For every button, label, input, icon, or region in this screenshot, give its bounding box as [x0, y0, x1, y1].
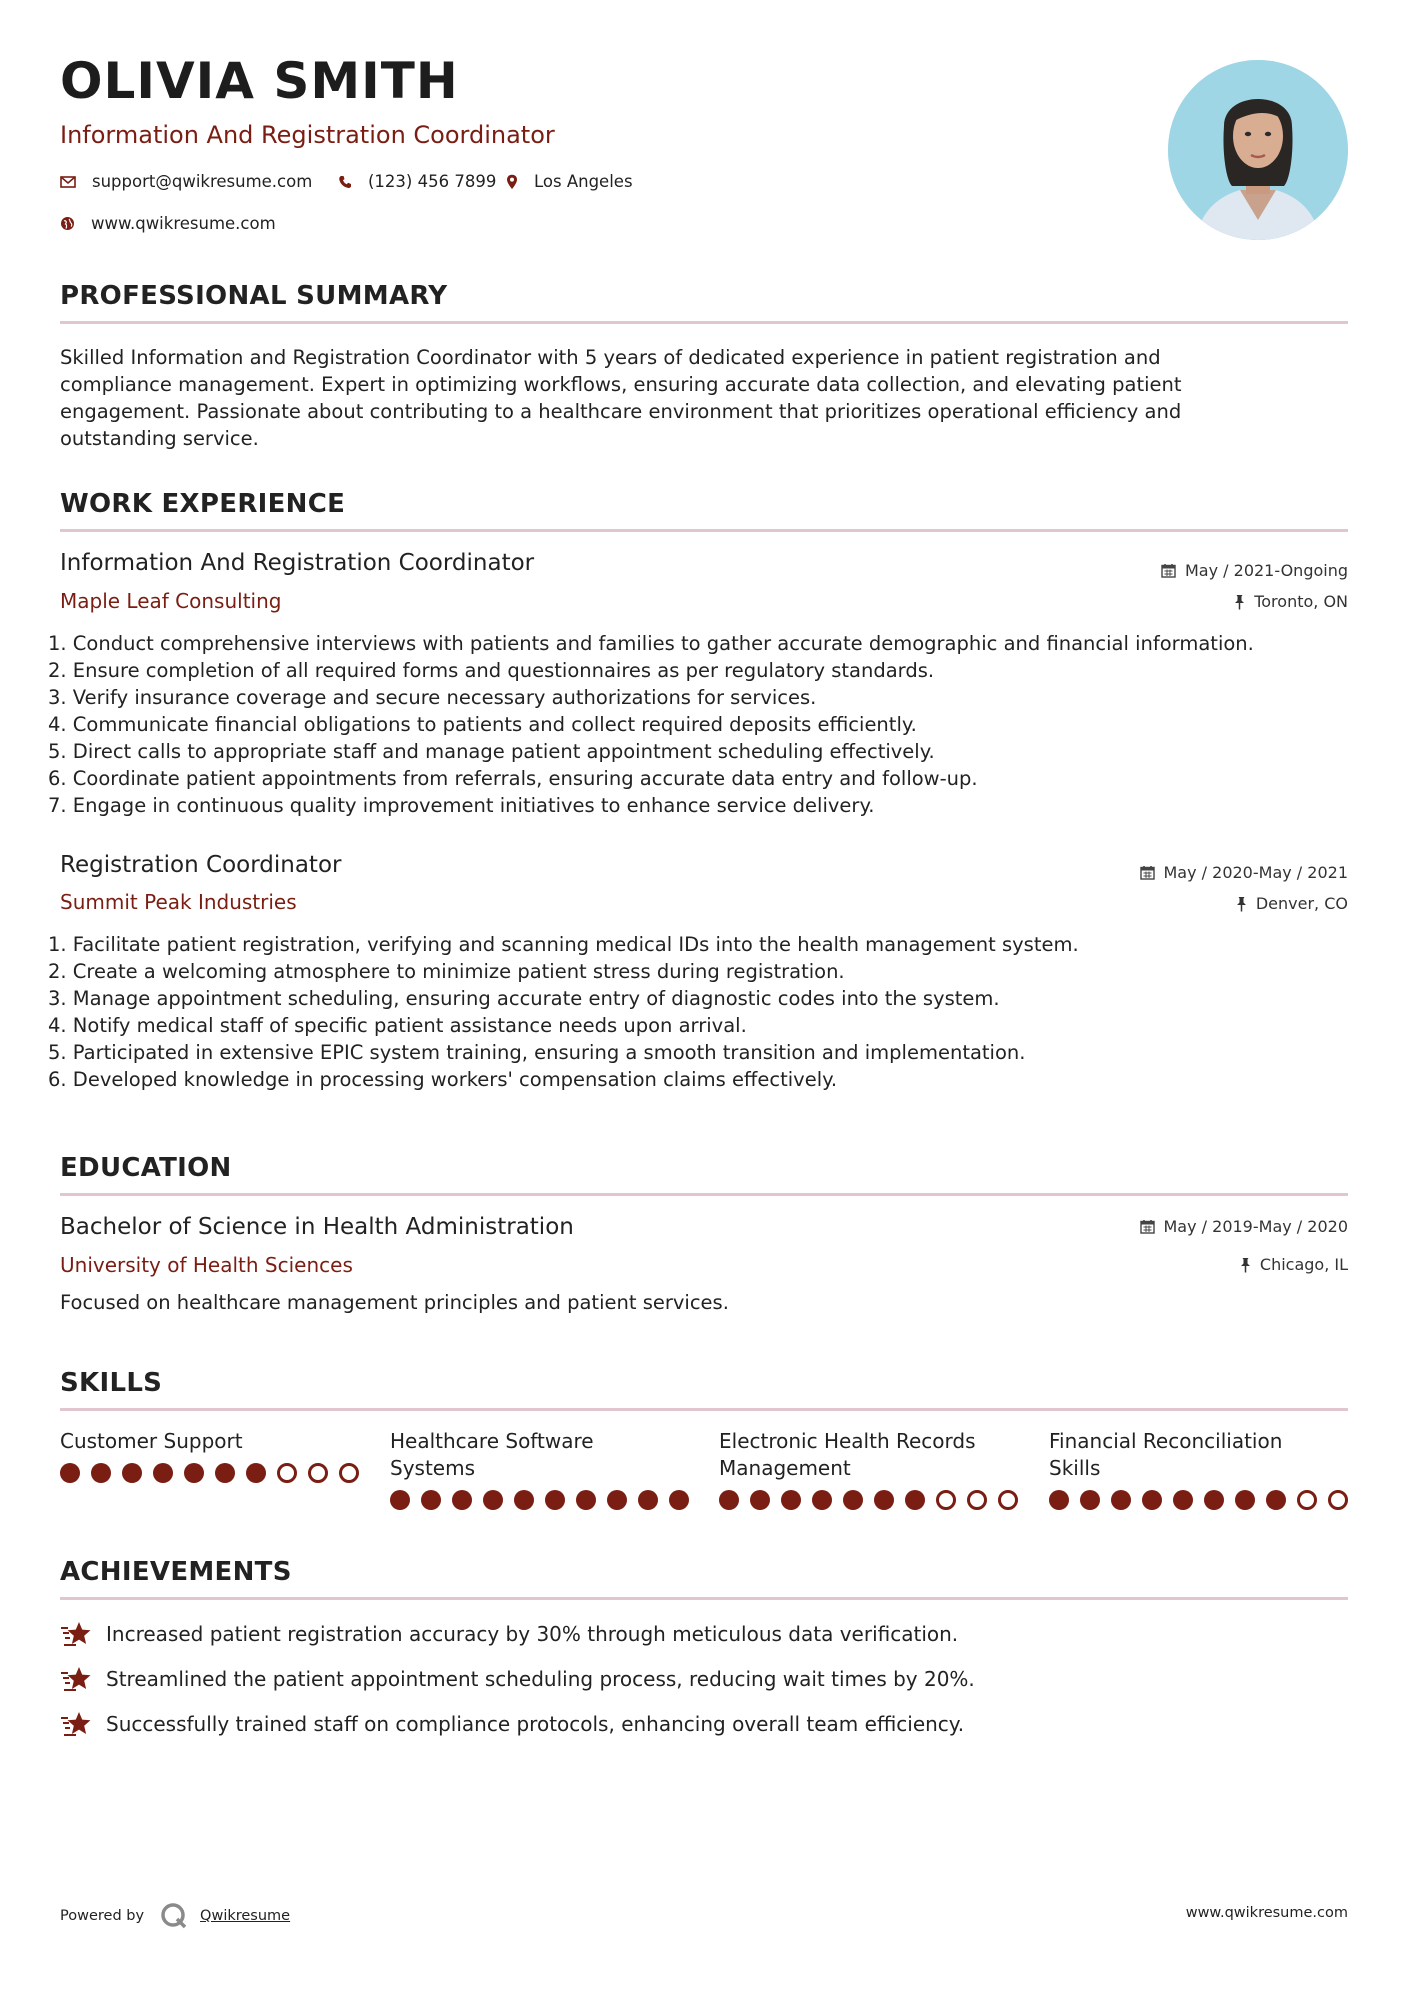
skill-name-line: Skills — [1049, 1456, 1101, 1480]
rating-dot-filled — [1111, 1490, 1131, 1510]
phone-text: (123) 456 7899 — [368, 172, 497, 191]
star-badge-icon — [60, 1665, 92, 1693]
skill-name-line: Healthcare Software — [390, 1429, 594, 1453]
contact-email[interactable] — [60, 172, 312, 191]
rating-dot-filled — [1080, 1490, 1100, 1510]
phone-icon — [338, 175, 352, 189]
rating-dot-filled — [452, 1490, 472, 1510]
rating-dot-filled — [1142, 1490, 1162, 1510]
rating-dot-filled — [1173, 1490, 1193, 1510]
footer-powered-by — [60, 1902, 290, 1930]
rating-dot-filled — [905, 1490, 925, 1510]
skill-rating — [719, 1490, 1019, 1510]
list-item: 6. Developed knowledge in processing workers' compensation claims effectively. — [48, 1068, 838, 1091]
skill-rating — [60, 1463, 360, 1483]
experience-heading: WORK EXPERIENCE — [60, 489, 346, 519]
summary-line: engagement. Passionate about contributing to a healthcare environment that prioritizes operational efficiency and — [60, 400, 1182, 423]
job-location — [1236, 894, 1348, 913]
list-item: 2. Create a welcoming atmosphere to minimize patient stress during registration. — [48, 960, 845, 983]
skill-item — [1049, 1428, 1349, 1510]
globe-icon — [60, 216, 75, 231]
section-divider — [60, 321, 1348, 324]
list-item: 2. Ensure completion of all required forms and questionnaires as per regulatory standards. — [48, 659, 935, 682]
job-date — [1140, 863, 1349, 882]
section-divider — [60, 1408, 1348, 1411]
list-item: 1. Facilitate patient registration, verifying and scanning medical IDs into the health management system. — [48, 933, 1079, 956]
summary-line: compliance management. Expert in optimizing workflows, ensuring accurate data collection, and elevating patient — [60, 373, 1182, 396]
education-heading: EDUCATION — [60, 1153, 232, 1183]
profile-photo — [1168, 60, 1348, 240]
skill-item — [60, 1428, 360, 1483]
list-item: 5. Participated in extensive EPIC system training, ensuring a smooth transition and implementation. — [48, 1041, 1026, 1064]
section-divider — [60, 1597, 1348, 1600]
skills-heading: SKILLS — [60, 1368, 163, 1398]
rating-dot-empty — [1328, 1490, 1348, 1510]
summary-line: Skilled Information and Registration Coordinator with 5 years of dedicated experience in patient registration and — [60, 346, 1161, 369]
skill-item — [719, 1428, 1019, 1510]
summary-heading: PROFESSIONAL SUMMARY — [60, 281, 448, 311]
location-text: Los Angeles — [534, 172, 633, 191]
list-item: 4. Notify medical staff of specific patient assistance needs upon arrival. — [48, 1014, 747, 1037]
calendar-icon — [1140, 865, 1155, 880]
portrait-illustration — [1168, 60, 1348, 240]
rating-dot-filled — [153, 1463, 173, 1483]
section-divider — [60, 1193, 1348, 1196]
candidate-name: OLIVIA SMITH — [60, 52, 459, 110]
candidate-role: Information And Registration Coordinator — [60, 121, 555, 149]
list-item: 1. Conduct comprehensive interviews with patients and families to gather accurate demographic and financial information. — [48, 632, 1254, 655]
rating-dot-filled — [638, 1490, 658, 1510]
list-item: 6. Coordinate patient appointments from referrals, ensuring accurate data entry and follow-up. — [48, 767, 978, 790]
powered-by-label: Powered by — [60, 1908, 145, 1924]
rating-dot-filled — [514, 1490, 534, 1510]
achievement-item — [60, 1620, 958, 1648]
calendar-icon — [1140, 1219, 1155, 1234]
rating-dot-filled — [781, 1490, 801, 1510]
rating-dot-filled — [1204, 1490, 1224, 1510]
skill-name-line: Financial Reconciliation — [1049, 1429, 1283, 1453]
job-date-text: May / 2020-May / 2021 — [1163, 863, 1348, 882]
skill-name-line: Systems — [390, 1456, 475, 1480]
education-date — [1140, 1217, 1349, 1236]
map-pin-icon — [506, 174, 518, 190]
pushpin-icon — [1234, 594, 1245, 610]
rating-dot-empty — [967, 1490, 987, 1510]
job-location — [1234, 592, 1348, 611]
education-date-text: May / 2019-May / 2020 — [1163, 1217, 1348, 1236]
rating-dot-empty — [936, 1490, 956, 1510]
envelope-icon — [60, 176, 76, 188]
contact-phone[interactable] — [338, 172, 496, 191]
brand-link[interactable]: Qwikresume — [200, 1908, 291, 1924]
job-date — [1161, 561, 1348, 580]
skill-rating — [1049, 1490, 1349, 1510]
job-responsibilities — [48, 931, 1348, 1093]
job-title: Information And Registration Coordinator — [60, 550, 535, 576]
rating-dot-filled — [750, 1490, 770, 1510]
rating-dot-filled — [1266, 1490, 1286, 1510]
rating-dot-empty — [339, 1463, 359, 1483]
rating-dot-filled — [184, 1463, 204, 1483]
summary-line: outstanding service. — [60, 427, 259, 450]
contact-location — [506, 172, 633, 191]
rating-dot-filled — [122, 1463, 142, 1483]
list-item: 5. Direct calls to appropriate staff and manage patient appointment scheduling effectively. — [48, 740, 935, 763]
rating-dot-filled — [669, 1490, 689, 1510]
rating-dot-empty — [1297, 1490, 1317, 1510]
achievement-item — [60, 1710, 964, 1738]
rating-dot-filled — [576, 1490, 596, 1510]
rating-dot-filled — [215, 1463, 235, 1483]
calendar-icon — [1161, 563, 1176, 578]
list-item: 3. Manage appointment scheduling, ensuring accurate entry of diagnostic codes into the system. — [48, 987, 1000, 1010]
contact-website[interactable] — [60, 214, 276, 233]
job-date-text: May / 2021-Ongoing — [1185, 561, 1348, 580]
achievement-text: Increased patient registration accuracy by 30% through meticulous data verification. — [106, 1622, 959, 1646]
rating-dot-filled — [246, 1463, 266, 1483]
job-company: Summit Peak Industries — [60, 890, 297, 914]
section-divider — [60, 529, 1348, 532]
star-badge-icon — [60, 1710, 92, 1738]
rating-dot-filled — [843, 1490, 863, 1510]
achievement-text: Streamlined the patient appointment scheduling process, reducing wait times by 20%. — [106, 1667, 975, 1691]
education-location-text: Chicago, IL — [1259, 1255, 1348, 1274]
education-description: Focused on healthcare management principles and patient services. — [60, 1291, 729, 1314]
rating-dot-filled — [545, 1490, 565, 1510]
rating-dot-filled — [607, 1490, 627, 1510]
rating-dot-filled — [1049, 1490, 1069, 1510]
rating-dot-empty — [277, 1463, 297, 1483]
rating-dot-filled — [91, 1463, 111, 1483]
job-responsibilities — [48, 630, 1348, 819]
website-text: www.qwikresume.com — [91, 214, 276, 233]
degree-title: Bachelor of Science in Health Administration — [60, 1214, 574, 1240]
footer-website[interactable]: www.qwikresume.com — [1185, 1905, 1348, 1921]
skill-item — [390, 1428, 690, 1510]
achievement-item — [60, 1665, 975, 1693]
list-item: 7. Engage in continuous quality improvement initiatives to enhance service delivery. — [48, 794, 875, 817]
summary-text — [60, 344, 1300, 452]
qwikresume-logo-icon — [160, 1902, 188, 1930]
rating-dot-filled — [1235, 1490, 1255, 1510]
list-item: 4. Communicate financial obligations to patients and collect required deposits efficiently. — [48, 713, 917, 736]
pushpin-icon — [1236, 896, 1247, 912]
star-badge-icon — [60, 1620, 92, 1648]
rating-dot-empty — [998, 1490, 1018, 1510]
rating-dot-filled — [421, 1490, 441, 1510]
skill-name-line: Management — [719, 1456, 851, 1480]
job-location-text: Denver, CO — [1255, 894, 1348, 913]
rating-dot-empty — [308, 1463, 328, 1483]
job-location-text: Toronto, ON — [1254, 592, 1348, 611]
rating-dot-filled — [719, 1490, 739, 1510]
rating-dot-filled — [874, 1490, 894, 1510]
achievement-text: Successfully trained staff on compliance protocols, enhancing overall team efficiency. — [106, 1712, 965, 1736]
list-item: 3. Verify insurance coverage and secure necessary authorizations for services. — [48, 686, 817, 709]
job-company: Maple Leaf Consulting — [60, 589, 282, 613]
rating-dot-filled — [60, 1463, 80, 1483]
skill-rating — [390, 1490, 690, 1510]
skill-name-line: Electronic Health Records — [719, 1429, 976, 1453]
skill-name-line: Customer Support — [60, 1429, 243, 1453]
rating-dot-filled — [483, 1490, 503, 1510]
school-name: University of Health Sciences — [60, 1253, 353, 1277]
achievements-heading: ACHIEVEMENTS — [60, 1557, 292, 1587]
rating-dot-filled — [812, 1490, 832, 1510]
email-text: support@qwikresume.com — [92, 172, 313, 191]
pushpin-icon — [1240, 1257, 1251, 1273]
job-title: Registration Coordinator — [60, 852, 342, 878]
education-location — [1240, 1255, 1348, 1274]
rating-dot-filled — [390, 1490, 410, 1510]
